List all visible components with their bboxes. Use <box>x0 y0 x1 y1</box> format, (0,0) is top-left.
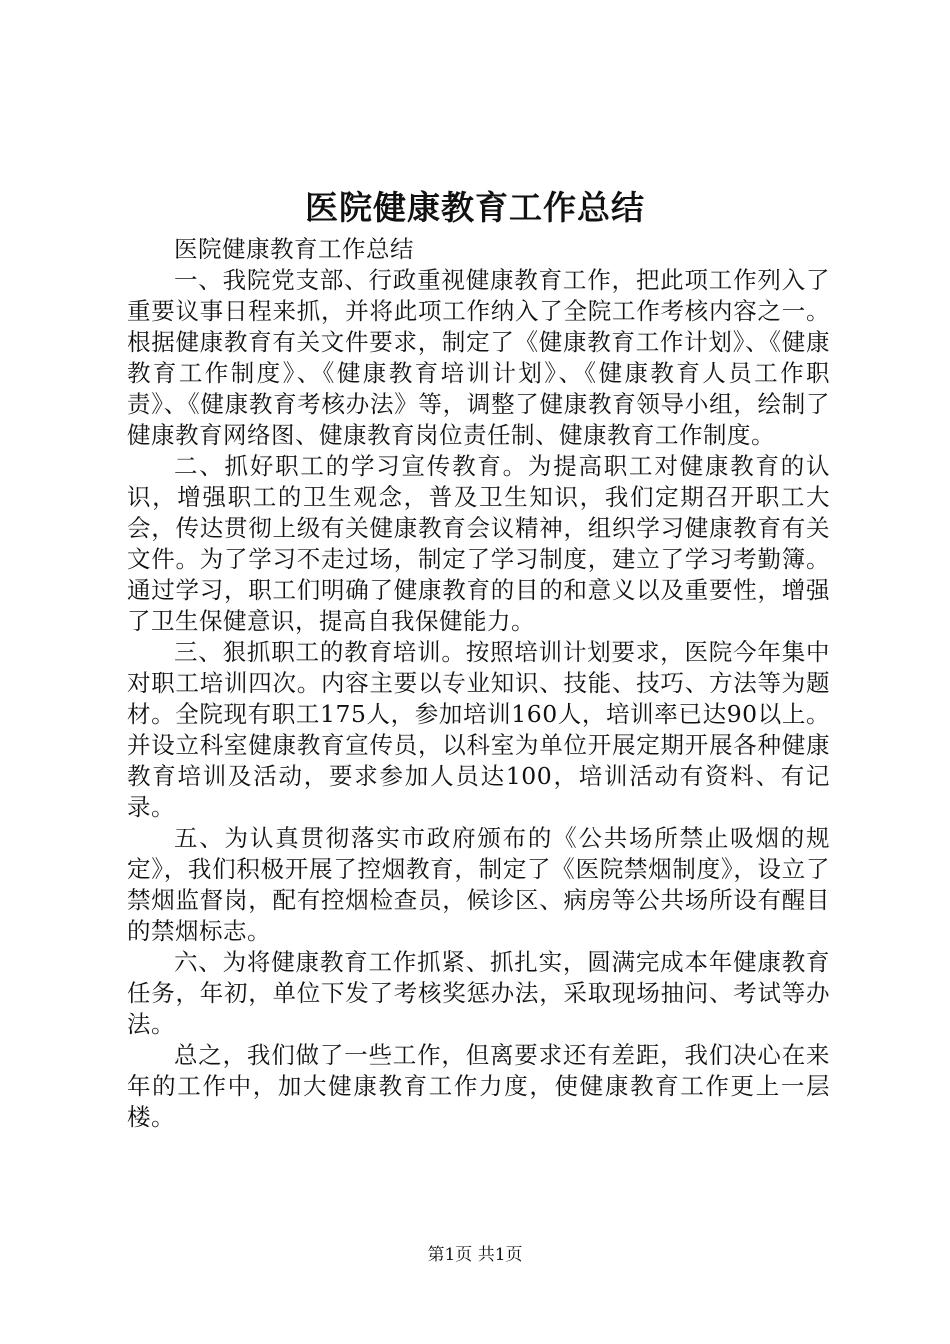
paragraph-section-5: 五、为认真贯彻落实市政府颁布的《公共场所禁止吸烟的规定》，我们积极开展了控烟教育，制定了《医院禁烟制度》，设立了禁烟监督岗，配有控烟检查员，候诊区、病房等公共场所设有醒目的禁烟标志。 <box>127 824 830 945</box>
page-footer: 第1页 共1页 <box>427 1245 523 1265</box>
paragraph-subtitle: 医院健康教育工作总结 <box>174 235 414 263</box>
paragraph-section-6: 六、为将健康教育工作抓紧、抓扎实，圆满完成本年健康教育任务，年初，单位下发了考核奖惩办法，采取现场抽问、考试等办法。 <box>127 948 830 1038</box>
paragraph-conclusion: 总之，我们做了一些工作，但离要求还有差距，我们决心在来年的工作中，加大健康教育工作力度，使健康教育工作更上一层楼。 <box>127 1041 830 1131</box>
document-body <box>127 234 830 1133</box>
document-title: 医院健康教育工作总结 <box>305 188 645 227</box>
paragraph-section-3: 三、狠抓职工的教育培训。按照培训计划要求，医院今年集中对职工培训四次。内容主要以专业知识、技能、技巧、方法等为题材。全院现有职工175人，参加培训160人，培训率已达90以上。并设立科室健康教育宣传员，以科室为单位开展定期开展各种健康教育培训及活动，要求参加人员达100，培训活动有资料、有记录。 <box>127 638 830 821</box>
paragraph-section-2: 二、抓好职工的学习宣传教育。为提高职工对健康教育的认识，增强职工的卫生观念，普及卫生知识，我们定期召开职工大会，传达贯彻上级有关健康教育会议精神，组织学习健康教育有关文件。为了学习不走过场，制定了学习制度，建立了学习考勤簿。通过学习，职工们明确了健康教育的目的和意义以及重要性，增强了卫生保健意识，提高自我保健能力。 <box>127 452 830 635</box>
paragraph-section-1: 一、我院党支部、行政重视健康教育工作，把此项工作列入了重要议事日程来抓，并将此项工作纳入了全院工作考核内容之一。根据健康教育有关文件要求，制定了《健康教育工作计划》、《健康教育工作制度》、《健康教育培训计划》、《健康教育人员工作职责》、《健康教育考核办法》等，调整了健康教育领导小组，绘制了健康教育网络图、健康教育岗位责任制、健康教育工作制度。 <box>127 266 830 449</box>
